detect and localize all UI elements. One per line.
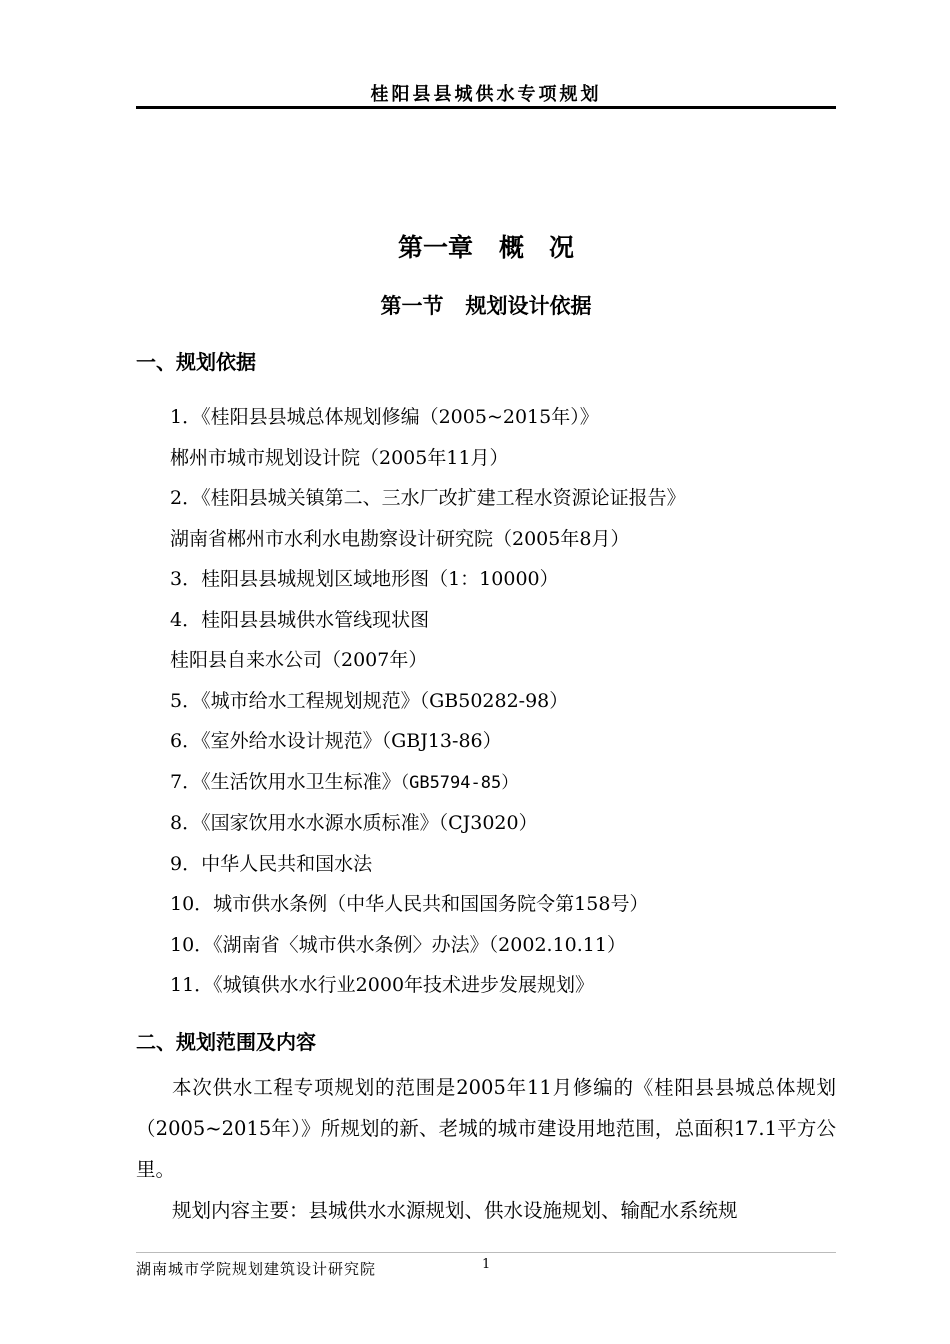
section-name: 规划设计依据: [465, 294, 592, 318]
reference-item: 4．桂阳县县城供水管线现状图: [170, 608, 430, 631]
reference-item: 郴州市城市规划设计院（2005年11月）: [170, 446, 509, 469]
reference-item: 10．城市供水条例（中华人民共和国国务院令第158号）: [170, 893, 649, 915]
footer-rule: [136, 1252, 836, 1253]
reference-item-text: 7．《生活饮用水卫生标准》: [170, 770, 401, 793]
section-title: [136, 290, 836, 320]
reference-item: 8．《国家饮用水水源水质标准》（CJ3020）: [170, 812, 538, 834]
scope-paragraph: 本次供水工程专项规划的范围是2005年11月修编的《桂阳县县城总体规划（2005~2015年）》所规划的新、老城的城市建设用地范围，总面积17.1平方公里。: [136, 1076, 836, 1181]
reference-item: 5．《城市给水工程规划规范》（GB50282-98）: [170, 689, 569, 712]
reference-list: [170, 397, 850, 1006]
footer-organization: 湖南城市学院规划建筑设计研究院: [136, 1260, 377, 1278]
running-header: 桂阳县县城供水专项规划: [370, 84, 602, 105]
header-rule: [136, 106, 836, 109]
reference-item: 桂阳县自来水公司（2007年）: [170, 649, 428, 671]
chapter-title: [136, 228, 836, 264]
content-paragraph: 规划内容主要：县城供水水源规划、供水设施规划、输配水系统规: [172, 1199, 738, 1222]
reference-item-code: （GB5794-85）: [400, 772, 519, 793]
chapter-label: 第一章: [397, 233, 473, 262]
reference-item: 9．中华人民共和国水法: [170, 852, 373, 875]
reference-item: [170, 762, 850, 804]
chapter-name: 概 况: [499, 233, 575, 262]
section-label: 第一节: [380, 294, 444, 318]
reference-item: 6．《室外给水设计规范》（GBJ13-86）: [170, 730, 502, 752]
reference-item: 3．桂阳县县城规划区域地形图（1：10000）: [170, 568, 559, 590]
reference-item: 2．《桂阳县城关镇第二、三水厂改扩建工程水资源论证报告》: [170, 487, 686, 509]
heading-scope-and-content: 二、规划范围及内容: [136, 1030, 316, 1054]
heading-planning-basis: 一、规划依据: [136, 350, 256, 374]
reference-item: 11．《城镇供水水行业2000年技术进步发展规划》: [170, 974, 595, 996]
page-number: 1: [482, 1257, 491, 1272]
reference-item: 湖南省郴州市水利水电勘察设计研究院（2005年8月）: [170, 527, 630, 550]
reference-item: 1．《桂阳县县城总体规划修编（2005~2015年）》: [170, 406, 599, 428]
reference-item: 10．《湖南省〈城市供水条例〉办法》（2002.10.11）: [170, 933, 626, 956]
